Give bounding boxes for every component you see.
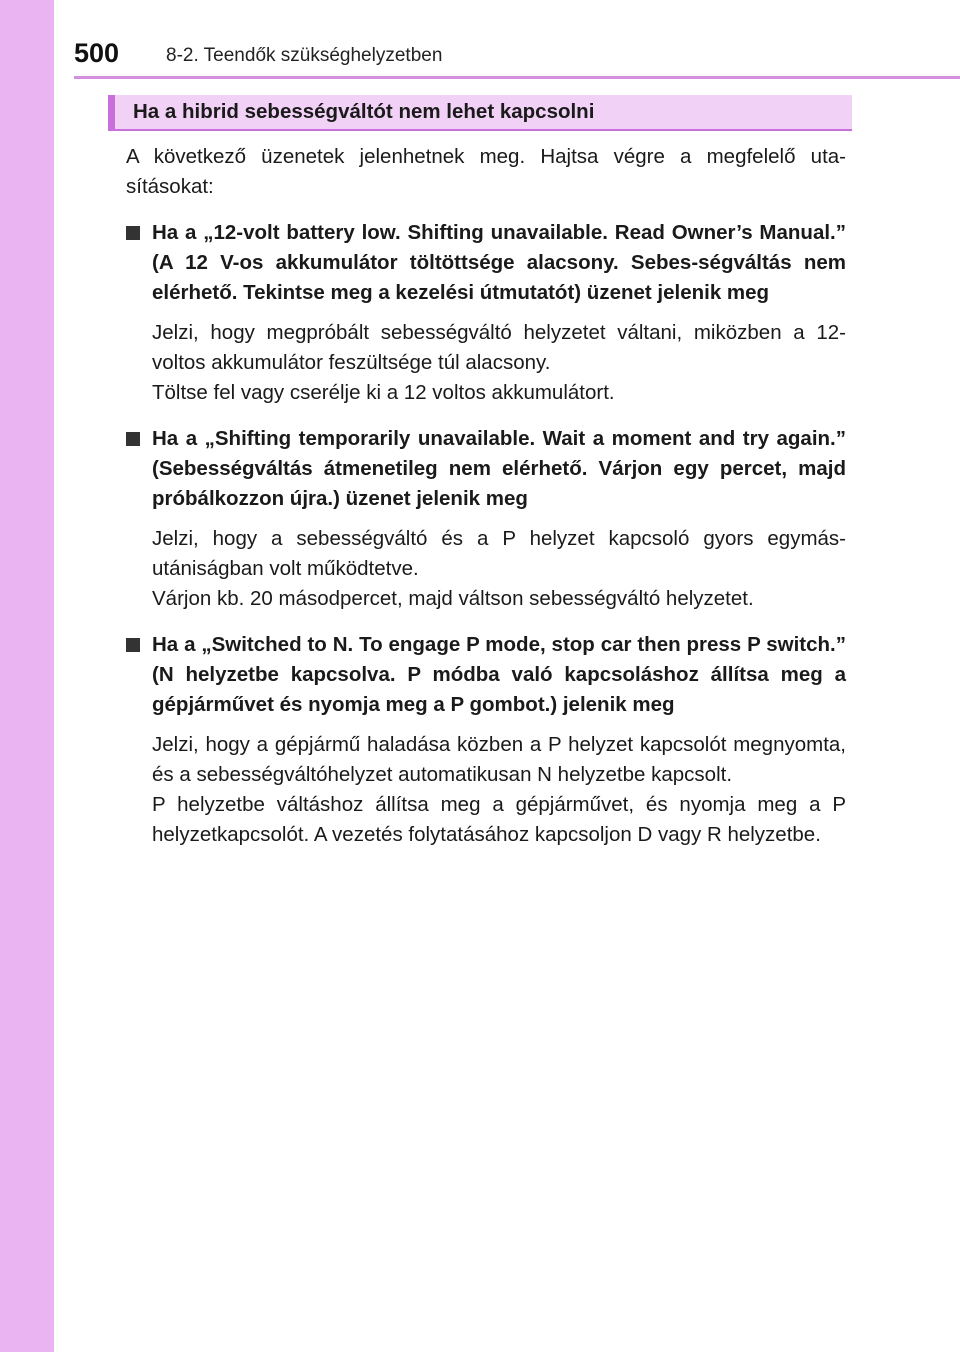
square-bullet-icon [126, 226, 140, 240]
entry-body-paragraph: Jelzi, hogy a gépjármű haladása közben a P helyzet kapcsolót megnyomta, és a sebességváltóhelyzet automatikusan N helyzetbe kapcsolt. [152, 733, 846, 786]
entry-heading-text: Ha a „12-volt battery low. Shifting unavailable. Read Owner’s Manual.” (A 12 V-os akkumulátor töltöttsége alacsony. Sebes-ségváltás nem elérhető. Tekintse meg a kezelési útmutatót) üzenet jelenik meg [152, 221, 846, 304]
intro-paragraph: A következő üzenetek jelenhetnek meg. Hajtsa végre a megfelelő uta-sításokat: [126, 145, 846, 198]
entry-heading [126, 424, 846, 514]
main-content [126, 142, 846, 850]
section-heading-box [108, 95, 852, 129]
header-divider [74, 76, 960, 79]
entry-heading [126, 218, 846, 308]
entry-body-paragraph: P helyzetbe váltáshoz állítsa meg a gépjárművet, és nyomja meg a P helyzetkapcsolót. A vezetés folytatásához kapcsoljon D vagy R helyzetbe. [152, 793, 846, 846]
page-side-tab [0, 0, 54, 1352]
entry-body [126, 730, 846, 850]
chapter-section-reference: 8-2. Teendők szükséghelyzetben [166, 45, 443, 66]
entry-body-paragraph: Jelzi, hogy megpróbált sebességváltó helyzetet váltani, miközben a 12-voltos akkumulátor feszültsége túl alacsony. [152, 321, 846, 374]
entry-heading [126, 630, 846, 720]
entry-body [126, 524, 846, 614]
message-entry [126, 218, 846, 408]
message-entry [126, 630, 846, 850]
message-entry [126, 424, 846, 614]
square-bullet-icon [126, 638, 140, 652]
page-number: 500 [74, 38, 120, 68]
section-title: Ha a hibrid sebességváltót nem lehet kapcsolni [133, 100, 595, 123]
entry-body-paragraph: Jelzi, hogy a sebességváltó és a P helyzet kapcsoló gyors egymás-utániságban volt működtetve. [152, 527, 846, 580]
entry-heading-text: Ha a „Shifting temporarily unavailable. Wait a moment and try again.” (Sebességváltás átmenetileg nem elérhető. Várjon egy percet, majd próbálkozzon újra.) üzenet jelenik meg [152, 427, 846, 510]
entry-body-paragraph: Várjon kb. 20 másodpercet, majd váltson sebességváltó helyzetet. [152, 587, 754, 610]
entry-body-paragraph: Töltse fel vagy cserélje ki a 12 voltos akkumulátort. [152, 381, 615, 404]
entry-body [126, 318, 846, 408]
page-header [74, 38, 960, 78]
entry-heading-text: Ha a „Switched to N. To engage P mode, stop car then press P switch.” (N helyzetbe kapcsolva. P módba való kapcsoláshoz állítsa meg a gépjárművet és nyomja meg a P gombot.) jelenik meg [152, 633, 846, 716]
section-heading-underline [108, 129, 852, 131]
square-bullet-icon [126, 432, 140, 446]
